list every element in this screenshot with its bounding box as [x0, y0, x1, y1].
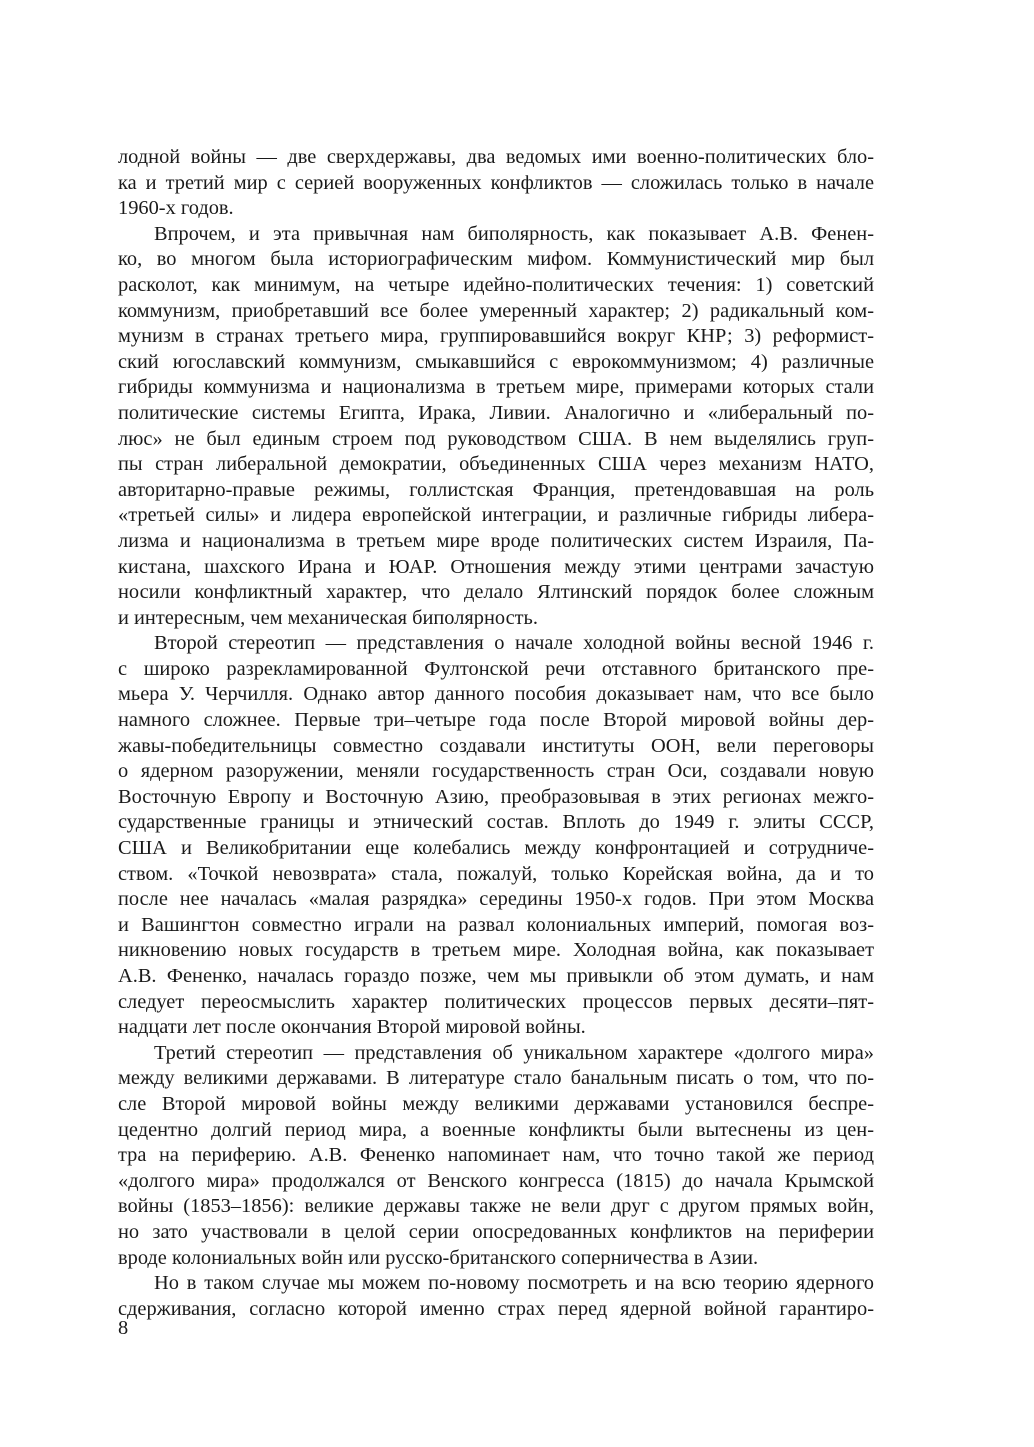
text-line: никновению новых государств в третьем мире. Холодная война, как показывает — [118, 939, 874, 962]
text-line: лизма и национализма в третьем мире вроде политических систем Израиля, Па- — [118, 529, 874, 552]
text-line: политические системы Египта, Ирака, Ливии. Аналогично и «либеральный по- — [118, 401, 874, 424]
text-line: и интересным, чем механическая биполярность. — [118, 606, 538, 629]
page-number: 8 — [118, 1317, 129, 1339]
text-line: сдерживания, согласно которой именно страх перед ядерной войной гарантиро- — [118, 1297, 874, 1320]
text-line: Второй стереотип — представления о начале холодной войны весной 1946 г. — [154, 632, 874, 655]
text-line: между великими державами. В литературе стало банальным писать о том, что по- — [118, 1067, 874, 1090]
text-line: А.В. Фененко, началась гораздо позже, чем мы привыкли об этом думать, и нам — [118, 965, 874, 987]
text-line: мьера У. Черчилля. Однако автор данного пособия доказывает нам, что все было — [118, 683, 874, 706]
text-line: носили конфликтный характер, что делало Ялтинский порядок более сложным — [118, 581, 874, 604]
text-line: США и Великобритании еще колебались между конфронтацией и сотрудниче- — [118, 837, 874, 860]
text-line: вроде колониальных войн или русско-британского соперничества в Азии. — [118, 1246, 759, 1269]
text-line: лодной войны — две сверхдержавы, два ведомых ими военно-политических бло- — [118, 146, 874, 168]
text-line: ко, во многом была историографическим мифом. Коммунистический мир был — [118, 248, 874, 271]
text-line: цедентно долгий период мира, а военные конфликты были вытеснены из цен- — [118, 1118, 874, 1141]
text-line: «долгого мира» продолжался от Венского конгресса (1815) до начала Крымской — [118, 1169, 874, 1192]
text-line: войны (1853–1856): великие державы также не вели друг с другом прямых войн, — [118, 1195, 874, 1218]
text-line: Но в таком случае мы можем по-новому посмотреть и на всю теорию ядерного — [154, 1272, 874, 1295]
text-line: намного сложнее. Первые три–четыре года после Второй мировой войны дер- — [118, 709, 874, 732]
text-line: 1960-х годов. — [118, 197, 234, 220]
text-line: ка и третий мир с серией вооруженных конфликтов — сложилась только в начале — [118, 171, 874, 194]
text-line: люс» не был единым строем под руководством США. В нем выделялись груп- — [118, 427, 874, 450]
text-line: тра на периферию. А.В. Фененко напоминает нам, что точно такой же период — [118, 1144, 874, 1167]
text-line: Восточную Европу и Восточную Азию, преобразовывая в этих регионах межго- — [118, 785, 874, 808]
text-line: после нее началась «малая разрядка» середины 1950-х годов. При этом Москва — [118, 888, 874, 911]
text-line: о ядерном разоружении, меняли государственность стран Оси, создавали новую — [118, 760, 874, 783]
text-line: авторитарно-правые режимы, голлистская Франция, претендовавшая на роль — [118, 478, 874, 501]
text-line: расколот, как минимум, на четыре идейно-политических течения: 1) советский — [118, 273, 874, 296]
text-line: жавы-победительницы совместно создавали институты ООН, вели переговоры — [118, 734, 874, 757]
text-line: сударственные границы и этнический состав. Вплоть до 1949 г. элиты СССР, — [118, 811, 874, 834]
text-line: но зато участвовали в целой серии опосредованных конфликтов на периферии — [118, 1220, 874, 1243]
text-line: Впрочем, и эта привычная нам биполярность, как показывает А.В. Фенен- — [154, 222, 874, 245]
text-line: надцати лет после окончания Второй мировой войны. — [118, 1016, 586, 1039]
text-line: пы стран либеральной демократии, объединенных США через механизм НАТО, — [118, 453, 874, 476]
text-line: следует переосмыслить характер политических процессов первых десяти–пят- — [118, 990, 874, 1013]
text-line: с широко разрекламированной Фултонской речи отставного британского пре- — [118, 657, 874, 680]
text-line: ством. «Точкой невозврата» стала, пожалуй, только Корейская война, да и то — [118, 862, 874, 885]
text-line: и Вашингтон совместно играли на развал колониальных империй, помогая воз- — [118, 913, 874, 936]
text-line: мунизм в странах третьего мира, группировавшийся вокруг КНР; 3) реформист- — [118, 325, 874, 348]
text-line: сле Второй мировой войны между великими державами установился беспре- — [118, 1092, 874, 1115]
text-line: ский югославский коммунизм, смыкавшийся с еврокоммунизмом; 4) различные — [118, 350, 874, 373]
text-line: коммунизм, приобретавший все более умеренный характер; 2) радикальный ком- — [118, 299, 874, 322]
text-line: кистана, шахского Ирана и ЮАР. Отношения между этими центрами зачастую — [118, 555, 874, 578]
page-body — [118, 145, 874, 1322]
text-line: гибриды коммунизма и национализма в третьем мире, примерами которых стали — [118, 376, 874, 399]
text-line: «третьей силы» и лидера европейской интеграции, и различные гибриды либера- — [118, 504, 874, 527]
text-line: Третий стереотип — представления об уникальном характере «долгого мира» — [154, 1041, 874, 1064]
